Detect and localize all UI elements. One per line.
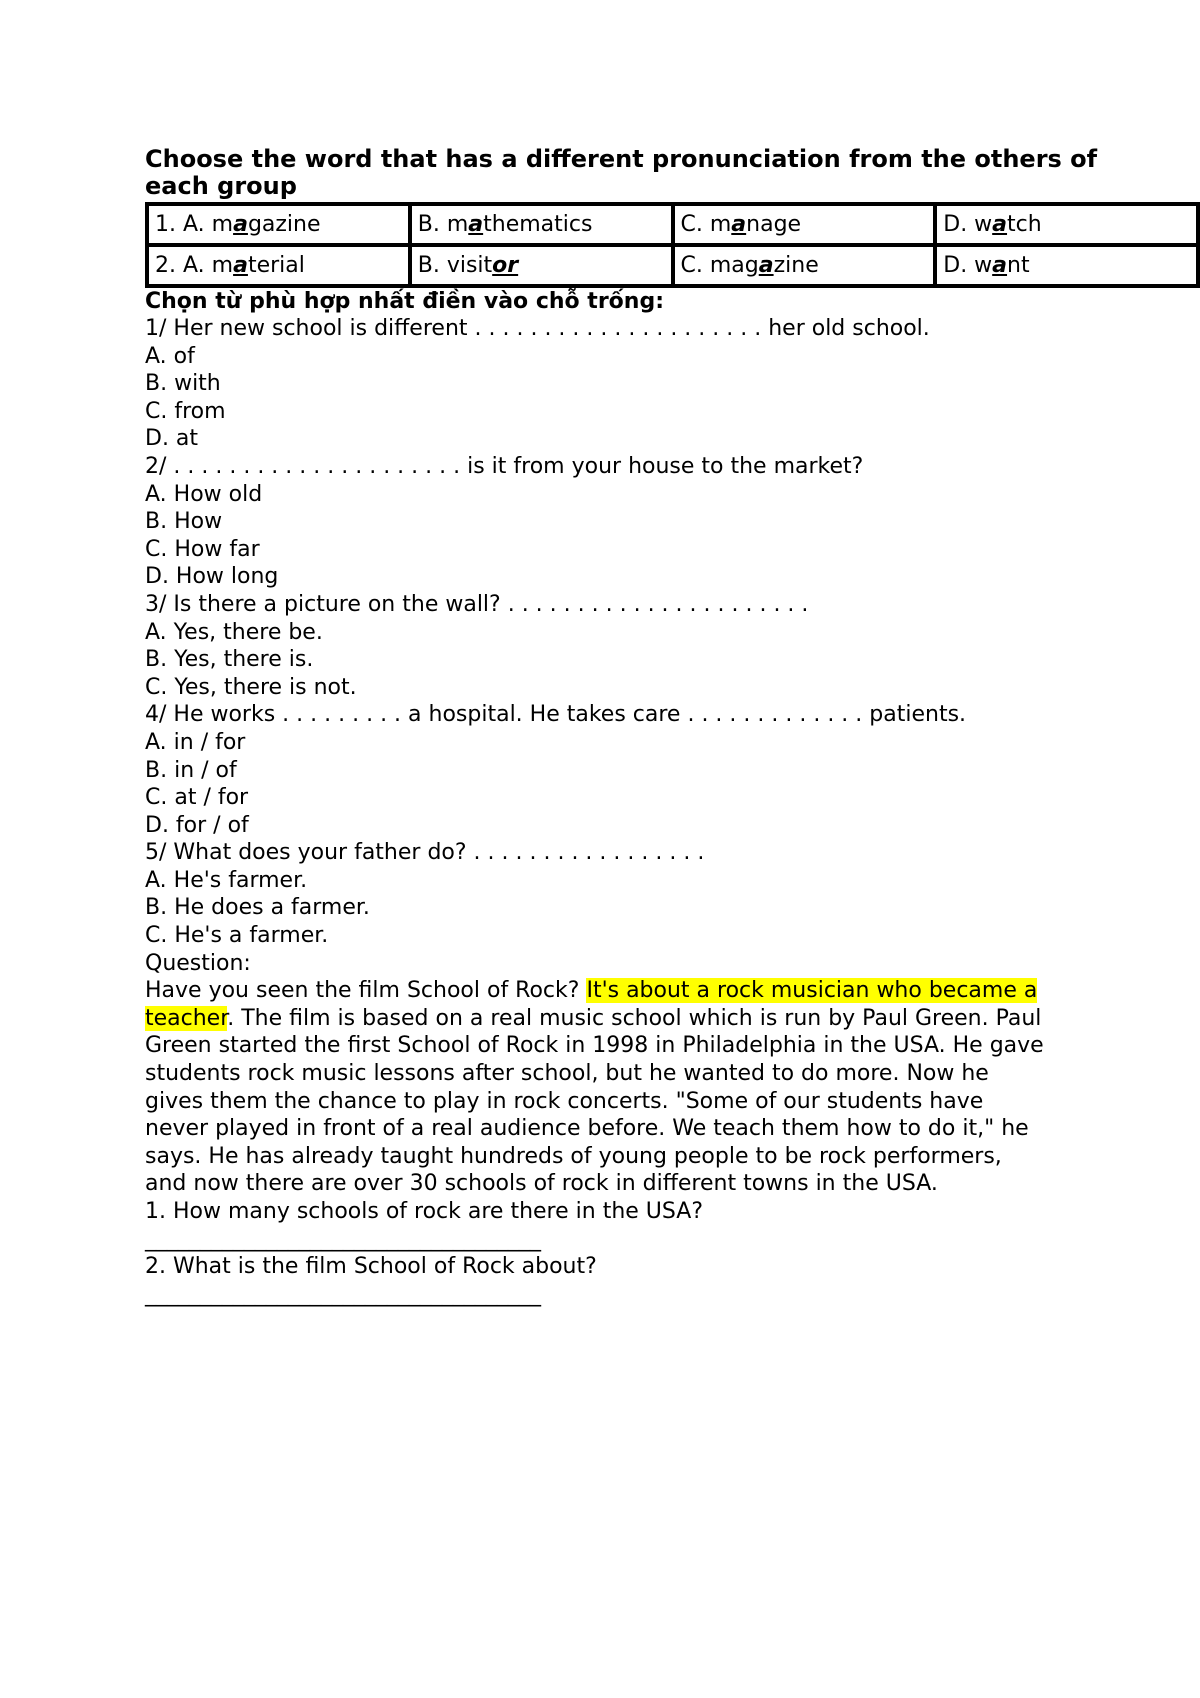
word-part: thematics — [483, 212, 593, 237]
exercise-line: C. from — [145, 398, 226, 424]
section1-heading: Choose the word that has a different pronunciation from the others of each group — [145, 145, 1098, 200]
word-part: 2. A. m — [155, 253, 234, 278]
passage-highlight: It's about a rock musician who became a teacher — [145, 978, 1038, 1031]
question-2: 2. What is the film School of Rock about? — [145, 1254, 597, 1280]
exercise-line: D. at — [145, 426, 199, 452]
pronunciation-table — [145, 202, 1200, 288]
word-part: nt — [1007, 253, 1030, 278]
word-part: zine — [773, 253, 819, 278]
exercise-line: B. He does a farmer. — [145, 895, 370, 921]
pron-row — [147, 204, 1198, 245]
pron-cell — [147, 245, 410, 286]
exercise-line: 3/ Is there a picture on the wall? . . . . . . . . . . . . . . . . . . . . . . — [145, 591, 809, 617]
word-part: tch — [1007, 212, 1042, 237]
pron-cell — [935, 245, 1198, 286]
passage-intro: Have you seen the film School of Rock? — [145, 978, 587, 1004]
pron-cell — [935, 204, 1198, 245]
word-part: D. w — [943, 212, 993, 237]
underlined-letters: or — [492, 253, 519, 278]
exercise-line: A. of — [145, 343, 195, 369]
exercise-line: 1/ Her new school is different . . . . . . . . . . . . . . . . . . . . . her old school. — [145, 316, 930, 341]
exercise-line: 4/ He works . . . . . . . . . a hospital. He takes care . . . . . . . . . . . . . patients. — [145, 702, 967, 728]
underlined-letters: a — [992, 212, 1008, 237]
underlined-letters: a — [233, 253, 248, 278]
word-part: D. w — [943, 253, 993, 278]
exercise-line: D. How long — [145, 564, 279, 590]
pron-cell — [673, 245, 936, 286]
exercise-line: C. at / for — [145, 785, 249, 811]
pron-cell — [410, 245, 673, 286]
exercise-line: C. How far — [145, 536, 260, 562]
exercise-line: C. He's a farmer. — [145, 923, 329, 949]
section2-heading: Chọn từ phù hợp nhất điền vào chỗ trống: — [145, 289, 664, 314]
underlined-letters: a — [758, 253, 774, 278]
underlined-letters: a — [992, 253, 1008, 278]
multiple-choice-list — [145, 315, 1105, 977]
exercise-line: Question: — [145, 950, 251, 976]
exercise-line: A. in / for — [145, 729, 246, 755]
exercise-line: 5/ What does your father do? . . . . . . . . . . . . . . . . . — [145, 840, 705, 866]
pron-cell — [147, 204, 410, 245]
exercise-line: A. He's farmer. — [145, 867, 308, 893]
word-part: nage — [746, 212, 802, 237]
answer-blank-1: ____________________________________ — [145, 1226, 541, 1252]
exercise-line: D. for / of — [145, 812, 249, 838]
pron-row — [147, 245, 1198, 286]
answer-blank-2: ____________________________________ — [145, 1281, 541, 1307]
exercise-line: A. Yes, there be. — [145, 619, 323, 645]
exercise-line: A. How old — [145, 481, 263, 507]
underlined-letters: a — [731, 212, 747, 237]
word-part: C. m — [680, 212, 732, 237]
pron-cell — [673, 204, 936, 245]
exercise-line: 2/ . . . . . . . . . . . . . . . . . . . . . is it from your house to the market? — [145, 453, 864, 479]
word-part: terial — [247, 253, 305, 278]
exercise-line: B. in / of — [145, 757, 237, 783]
word-part: 1. A. m — [155, 212, 234, 237]
question-1: 1. How many schools of rock are there in the USA? — [145, 1199, 703, 1224]
exercise-line: B. How — [145, 509, 223, 535]
word-part: B. m — [417, 212, 469, 237]
word-part: gazine — [247, 212, 321, 237]
underlined-letters: a — [233, 212, 248, 237]
word-part: B. visit — [417, 253, 493, 278]
passage-rest: . The film is based on a real music school which is run by Paul Green. Paul Green started the first School of Rock in 1998 in Philadelphia in the USA. He gave students rock music lessons after school, but he wanted to do more. Now he gives them the chance to play in rock concerts. "Some of our students have never played in front of a real audience before. We teach them how to do it," he says. He has already taught hundreds of young people to be rock performers, and now there are over 30 schools of rock in different towns in the USA. — [145, 1005, 1044, 1197]
reading-passage — [145, 977, 1045, 1198]
document-page — [145, 146, 1105, 1308]
word-part: C. mag — [680, 253, 759, 278]
exercise-line: C. Yes, there is not. — [145, 674, 357, 700]
exercise-line: B. Yes, there is. — [145, 647, 314, 673]
exercise-line: B. with — [145, 371, 221, 397]
pron-cell — [410, 204, 673, 245]
underlined-letters: a — [468, 212, 484, 237]
